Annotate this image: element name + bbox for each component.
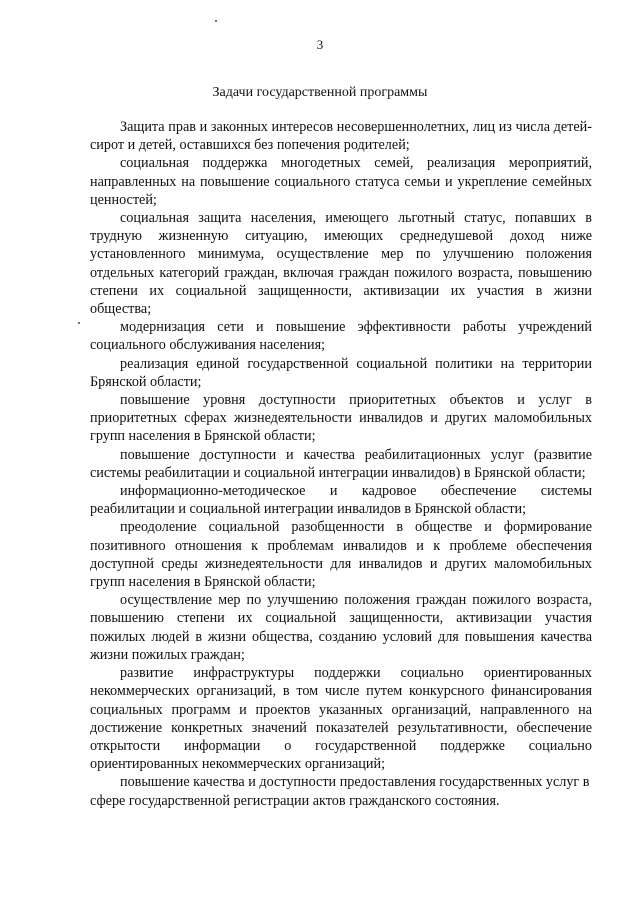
task-paragraph: информационно-методическое и кадровое обеспечение системы реабилитации и социальной интеграции инвалидов в Брянской области; <box>90 483 592 518</box>
scan-speck <box>78 322 80 324</box>
task-paragraph: повышение уровня доступности приоритетных объектов и услуг в приоритетных сферах жизнедеятельности инвалидов и других маломобильных групп населения в Брянской области; <box>90 392 592 445</box>
task-paragraph: социальная поддержка многодетных семей, реализация мероприятий, направленных на повышение социального статуса семьи и укрепление семейных ценностей; <box>90 155 592 208</box>
task-paragraph: преодоление социальной разобщенности в обществе и формирование позитивного отношения к проблемам инвалидов и к проблеме обеспечения доступной среды жизнедеятельности для инвалидов и других маломобильных групп населения в Брянской области; <box>90 519 592 591</box>
task-paragraph: развитие инфраструктуры поддержки социально ориентированных некоммерческих организаций, в том числе путем конкурсного финансирования социальных программ и проектов указанных организаций, направленного на достижение конкретных значений показателей результативности, обеспечение открытости информации о государственной поддержке социально ориентированных некоммерческих организаций; <box>90 665 592 773</box>
task-paragraph: повышение качества и доступности предоставления государственных услуг в сфере государственной регистрации актов гражданского состояния. <box>90 774 590 809</box>
page-number: 3 <box>316 37 324 52</box>
scan-speck <box>215 20 217 22</box>
task-paragraph: Защита прав и законных интересов несовершеннолетних, лиц из числа детей-сирот и детей, оставшихся без попечения родителей; <box>90 119 592 154</box>
task-paragraph: повышение доступности и качества реабилитационных услуг (развитие системы реабилитации и социальной интеграции инвалидов) в Брянской области; <box>90 446 592 481</box>
task-paragraph: модернизация сети и повышение эффективности работы учреждений социального обслуживания населения; <box>90 319 592 354</box>
task-paragraph: осуществление мер по улучшению положения граждан пожилого возраста, повышению степени их социальной защищенности, активизации участия пожилых людей в жизни общества, созданию условий для повышения качества жизни пожилых граждан; <box>90 592 592 663</box>
task-list <box>90 118 592 810</box>
task-paragraph: реализация единой государственной социальной политики на территории Брянской области; <box>90 355 592 390</box>
section-title: Задачи государственной программы <box>212 85 428 100</box>
task-paragraph: социальная защита населения, имеющего льготный статус, попавших в трудную жизненную ситуацию, имеющих среднедушевой доход ниже установленного минимума, осуществление мер по улучшению положения отдельных категорий граждан, включая граждан пожилого возраста, повышению степени их социальной защищенности, активизации их участия в жизни общества; <box>90 210 592 318</box>
